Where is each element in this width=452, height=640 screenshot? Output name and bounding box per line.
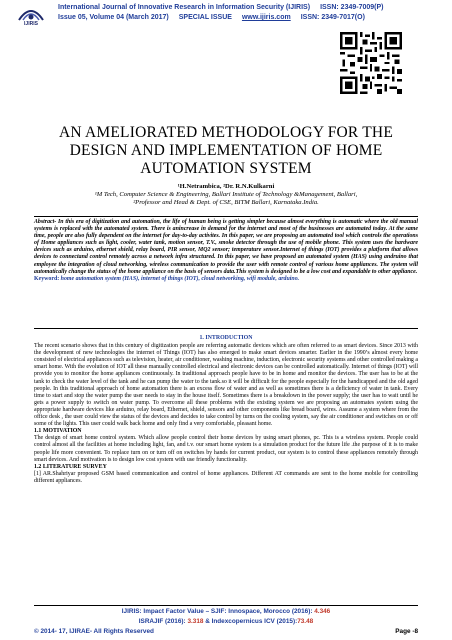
copyright-text: © 2014- 17, IJIRAE- All Rights Reserved xyxy=(34,628,154,635)
issue-line xyxy=(58,14,365,21)
paper-body xyxy=(34,334,418,485)
journal-website-link[interactable]: www.ijiris.com xyxy=(241,14,291,21)
journal-header xyxy=(0,0,452,30)
logo-text: IJIRIS xyxy=(24,20,38,27)
issn-online: ISSN: 2349-7017(O) xyxy=(300,14,365,21)
author-block xyxy=(40,183,412,207)
title-line-3: AUTOMATION SYSTEM xyxy=(140,160,312,177)
keywords-line xyxy=(34,276,418,283)
author-names: ¹H.Netrambica, ²Dr. R.N.Kulkarni xyxy=(177,183,275,190)
issue-info: Issue 05, Volume 04 (March 2017) xyxy=(58,14,169,21)
page-number: Page -8 xyxy=(395,628,418,635)
motivation-paragraph: The design of smart home control system. Which allow people control their home devices by using smart phones, pc. This is a wireless system. People could control almost all the facilities at home including light, fan, and t.v. our smart home system is a simulation product for the future life .the purpose of it is to make people life more convenient. To replace turn on or turn off on switches by hands for current product, our system is to control these appliances remotely through smart devices. And motivation is to design low cost system with use friendly functionality. xyxy=(34,435,418,463)
literature-survey-paragraph: [1] AR.Shahriyar proposed GSM based communication and control of home appliances. Different AT commands are sent to the home mobile for controlling different appliances. xyxy=(34,470,418,484)
logo-emblem-icon xyxy=(16,4,46,22)
abstract-label: Abstract- xyxy=(34,219,57,225)
journal-title-line xyxy=(58,4,383,11)
keywords-label: Keyword: xyxy=(34,275,60,282)
introduction-paragraph: The recent scenario shows that in this century of digitization people are referring automatic devices which are often referred to as smart devices. Since 2013 with the development of new technologies the internet of Things (IOT) has also emerged to make smart devices smarter. Earlier in the 1990’s almost every home consisted of electrical appliances such as television, heater, air conditioner, washing machine, induction, electronic security systems and other controlled making a smart home. With the evolution of IOT all these manually controlled electrical and electronic devices can be controlled automatically. Internet of things (IOT) will provide you to monitor the home appliances continuously. In traditional approach people have to be in home and monitor the devices. The user has to be at the tank to check the water level of the tank and he can pump the water to the tank.so it will be difficult for the people especially for the handicapped and the old aged people. In this traditional approach of home automation there is an excess flow of water and as well as sometimes there is a deficiency of water in tank. Every time to start and stop the water pump the user needs to stay in the house itself. Sometimes there is a breakdown in the power supply; the user has to wait until he gets a power supply to switch on water pump. To overcome all these problems with the existing system we are proposing an automates system using the appropriate hardware devices like arduino, relay board, Ethernet, shield, sensors and other components like bread board, wires. Assume a system where from the office desk , the user could view the status of the devices and decides to take control by turns on the cooling system, say the air conditioner and switches on or off some of the lights. This user could walk back home and only find a very comfortable, pleasant home. xyxy=(34,343,418,428)
keywords-text: home automation system (HAS), internet of things (IOT), cloud networking, wifi module, arduino. xyxy=(59,275,300,282)
abstract-text: In this era of digitization and automation, the life of human being is getting simpler because almost everything is automatic where the old manual systems is replaced with the automated system. There is anincrease in demand for the internet and most of the businesses are automated today. At the same time, people are also fully dependent on the internet for day-to-day activites. In this paper, we are proposing an automated tool which controls the operations of Home appliances such as light, cooler, water tank, motion sensor, T.V., smoke detector through the use of mobile phone. This system uses the hardware devices such as arduino, ethernet shield, relay board, PIR sensor, MQ2 sensor; temperature sensor.Internet of things (IOT) provides a platform that allows devices to connectand control remotely across a network infra structured. In this paper, we have proposed an automated system (HAS) using andruino that employee the integration of cloud networking, wireless communication to provide the user with remote control of various home appliances. The system will automatically change the status of the home appliance on the basis of sensors data.This system is designed to be a low cost and expandable to other appliance. xyxy=(34,219,418,275)
impact-factor-value: 4.346 xyxy=(314,608,331,615)
affiliation-2: ²Professor and Head & Dept. of CSE, BITM Ballari, Karnataka.India. xyxy=(133,199,319,206)
section-heading-literature-survey: 1.2 LITERATURE SURVEY xyxy=(34,463,107,470)
footer-divider xyxy=(34,605,418,606)
journal-logo xyxy=(10,2,52,28)
page-footer xyxy=(0,605,452,640)
journal-name: International Journal of Innovative Research in Information Security (IJIRIS) xyxy=(58,4,311,11)
issn-print: ISSN: 2349-7009(P) xyxy=(320,4,384,11)
paper-title xyxy=(40,124,412,178)
section-heading-motivation: 1.1 MOTIVATION xyxy=(34,428,82,435)
qr-code-icon xyxy=(340,32,402,94)
title-line-1: AN AMELIORATED METHODOLOGY FOR THE xyxy=(58,124,393,141)
indexing-line xyxy=(0,618,452,625)
abstract-block xyxy=(34,216,418,329)
impact-factor-label: IJIRIS: Impact Factor Value – SJIF: Innospace, Morocco (2016): xyxy=(121,608,315,615)
section-heading-introduction: 1. INTRODUCTION xyxy=(199,335,253,341)
title-line-2: DESIGN AND IMPLEMENTATION OF HOME xyxy=(69,142,383,159)
affiliation-1: ¹M Tech, Computer Science & Engineering, Ballari Institute of Technology &Management, Ballari, xyxy=(94,191,358,198)
israjif-value: 3.318 xyxy=(187,618,204,625)
icv-label: & Indexcopernicus ICV (2015): xyxy=(203,618,298,625)
special-issue-label: SPECIAL ISSUE xyxy=(178,14,232,21)
impact-factor-line xyxy=(0,608,452,615)
abstract-paragraph xyxy=(34,219,418,276)
icv-value: 73.48 xyxy=(297,618,314,625)
israjif-label: ISRAJIF (2016): xyxy=(138,618,188,625)
